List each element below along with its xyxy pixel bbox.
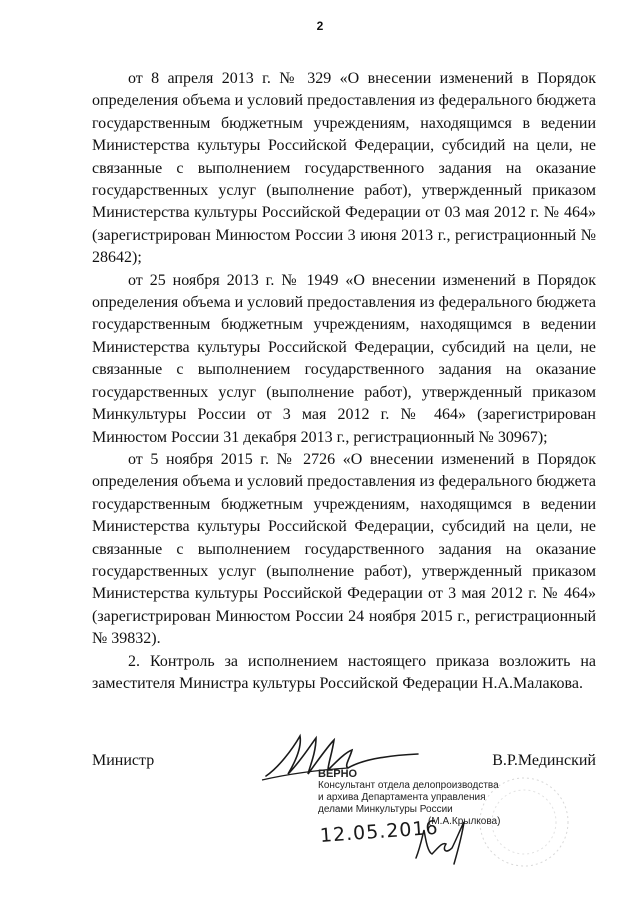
initials-signature-icon [412,818,472,868]
signatory-title: Министр [92,752,155,769]
paragraph-order-1949: от 25 ноября 2013 г. № 1949 «О внесении изменений в Порядок определения объема и условий предоставления из федерального бюджета государственным бюджетным учреждениям, находящимся в ведении Министерства культуры Российской Федерации, субсидий на цели, не связанные с выполнением государственного задания на оказание государственных услуг (выполнение работ), утвержденный приказом Минкультуры России от 3 мая 2012 г. № 464» (зарегистрирован Минюстом России 31 декабря 2013 г., регистрационный № 30967); [92,271,596,446]
handwritten-date: 12.05.2016 [319,816,440,847]
stamp-line: Консультант отдела делопроизводства [318,780,499,791]
stamp-heading: ВЕРНО [318,768,358,780]
paragraph-order-329: от 8 апреля 2013 г. № 329 «О внесении изменений в Порядок определения объема и условий предоставления из федерального бюджета государственным бюджетным учреждениям, находящимся в ведении Министерства культуры Российской Федерации, субсидий на цели, не связанные с выполнением государственного задания на оказание государственных услуг (выполнение работ), утвержденный приказом Министерства культуры Российской Федерации от 03 мая 2012 г. № 464» (зарегистрирован Минюстом России 3 июня 2013 г., регистрационный № 28642); [92,70,596,267]
paragraph-order-2726: от 5 ноября 2015 г. № 2726 «О внесении изменений в Порядок определения объема и условий предоставления из федерального бюджета государственным бюджетным учреждениям, находящимся в ведении Министерства культуры Российской Федерации, субсидий на цели, не связанные с выполнением государственного задания на оказание государственных услуг (выполнение работ), утвержденный приказом Министерства культуры Российской Федерации от 3 мая 2012 г. № 464» (зарегистрирован Минюстом России 24 ноября 2015 г., регистрационный № 39832). [92,450,596,648]
paragraph-control-clause: 2. Контроль за исполнением настоящего приказа возложить на заместителя Министра культуры Российской Федерации Н.А.Малакова. [92,652,596,692]
signatory-name: В.Р.Мединский [492,752,596,769]
document-body [92,68,596,695]
stamp-line: и архива Департамента управления [318,792,486,803]
page-number: 2 [316,19,324,33]
stamp-person-name: (М.А.Крылкова) [428,816,501,827]
stamp-line: делами Минкультуры России [318,804,453,815]
